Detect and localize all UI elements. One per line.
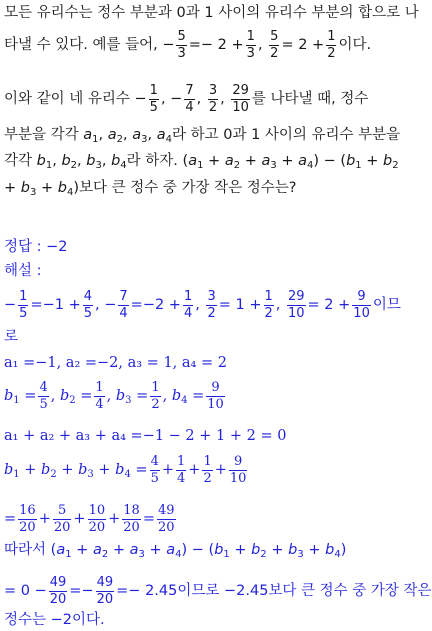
question-line-5: 각각 $b_1$, $b_2$, $b_3$, $b_4$라 하자. $(a_1 + a_2 + a_3 + a_4) - (b_1 + b_2$ <box>4 153 399 171</box>
solution-text: 이므로 −2.45보다 큰 정수 중 가장 작은 <box>177 583 432 600</box>
question-text: 를 나타낼 때, 정수 <box>251 91 369 108</box>
solution-line-4: $b_1$ = $\frac{4}{5}$ , $b_2$ = $\frac{1}{4}$ , $b_3$ = $\frac{1}{2}$ , $b_4$ = $\frac{9}{10}$ <box>4 380 224 412</box>
question-text: 타낼 수 있다. 예를 들어, <box>4 37 163 54</box>
question-text: 이다. <box>338 37 372 54</box>
question-text: 부분을 각각 <box>4 127 84 143</box>
solution-text: 이므 <box>372 297 401 314</box>
question-line-4: 부분을 각각 $a_1$, $a_2$, $a_3$, $a_4$라 하고 0과 1 사이의 유리수 부분을 <box>4 127 401 145</box>
solution-line-7: = $\frac{16}{20}$ + $\frac{5}{20}$ + $\frac{10}{20}$ + $\frac{18}{20}$ = $\frac{49}{20}$ <box>4 503 175 535</box>
solution-line-2: 로 <box>4 329 19 345</box>
question-line-2: 타낼 수 있다. 예를 들어, − $\frac{5}{3}$ =− 2 + $\frac{1}{3}$ , $\frac{5}{2}$ = 2 + $\frac{1}{2}$ 이다. <box>4 29 372 61</box>
question-text: 각각 <box>4 153 37 169</box>
solution-line-5: a₁ + a₂ + a₃ + a₄ =−1 − 2 + 1 + 2 = 0 <box>4 428 287 444</box>
question-text: )보다 큰 정수 중 가장 작은 정수는? <box>73 180 297 196</box>
question-text: 라 하자. <box>126 153 178 169</box>
comma: , <box>257 37 263 54</box>
question-text: 라 하고 0과 1 사이의 유리수 부분을 <box>171 127 401 143</box>
solution-line-10: 정수는 −2이다. <box>4 612 105 628</box>
question-text: 이와 같이 네 유리수 − <box>4 91 147 108</box>
answer-label: 정답 : −2 <box>4 239 68 255</box>
solution-line-3: a₁ =−1, a₂ =−2, a₃ = 1, a₄ = 2 <box>4 355 227 371</box>
question-line-3: 이와 같이 네 유리수 − $\frac{1}{5}$ , − $\frac{7}{4}$ , $\frac{3}{2}$ , $\frac{29}{10}$ 를 나타낼 때, 정수 <box>4 83 369 115</box>
question-line-1: 모든 유리수는 정수 부분과 0과 1 사이의 유리수 부분의 합으로 나 <box>4 5 419 21</box>
question-line-6: + $b_3 + b_4$)보다 큰 정수 중 가장 작은 정수는? <box>4 180 297 198</box>
solution-label: 해설 : <box>4 263 42 279</box>
solution-line-6: $b_1 + b_2 + b_3 + b_4$ = $\frac{4}{5}$ + $\frac{1}{4}$ + $\frac{1}{2}$ + $\frac{9}{10}$ <box>4 454 247 486</box>
equation-text: = 2 + <box>281 37 325 54</box>
solution-line-8: 따라서 $(a_1 + a_2 + a_3 + a_4) - (b_1 + b_2 + b_3 + b_4)$ <box>4 542 347 560</box>
solution-line-1: − $\frac{1}{5}$ =−1 + $\frac{4}{5}$ , − $\frac{7}{4}$ =−2 + $\frac{1}{4}$ , $\frac{3}{2}$ = 1 + $\frac{1}{2}$ , $\frac{29}{10}$ = 2 + $\frac{9}{10}$ 이므 <box>4 289 401 321</box>
equation-text: =− 2 + <box>188 37 244 54</box>
solution-line-9: = 0 − $\frac{49}{20}$ =− $\frac{49}{20}$ =− 2.45이므로 −2.45보다 큰 정수 중 가장 작은 <box>4 575 432 607</box>
solution-text: 따라서 <box>4 542 51 558</box>
